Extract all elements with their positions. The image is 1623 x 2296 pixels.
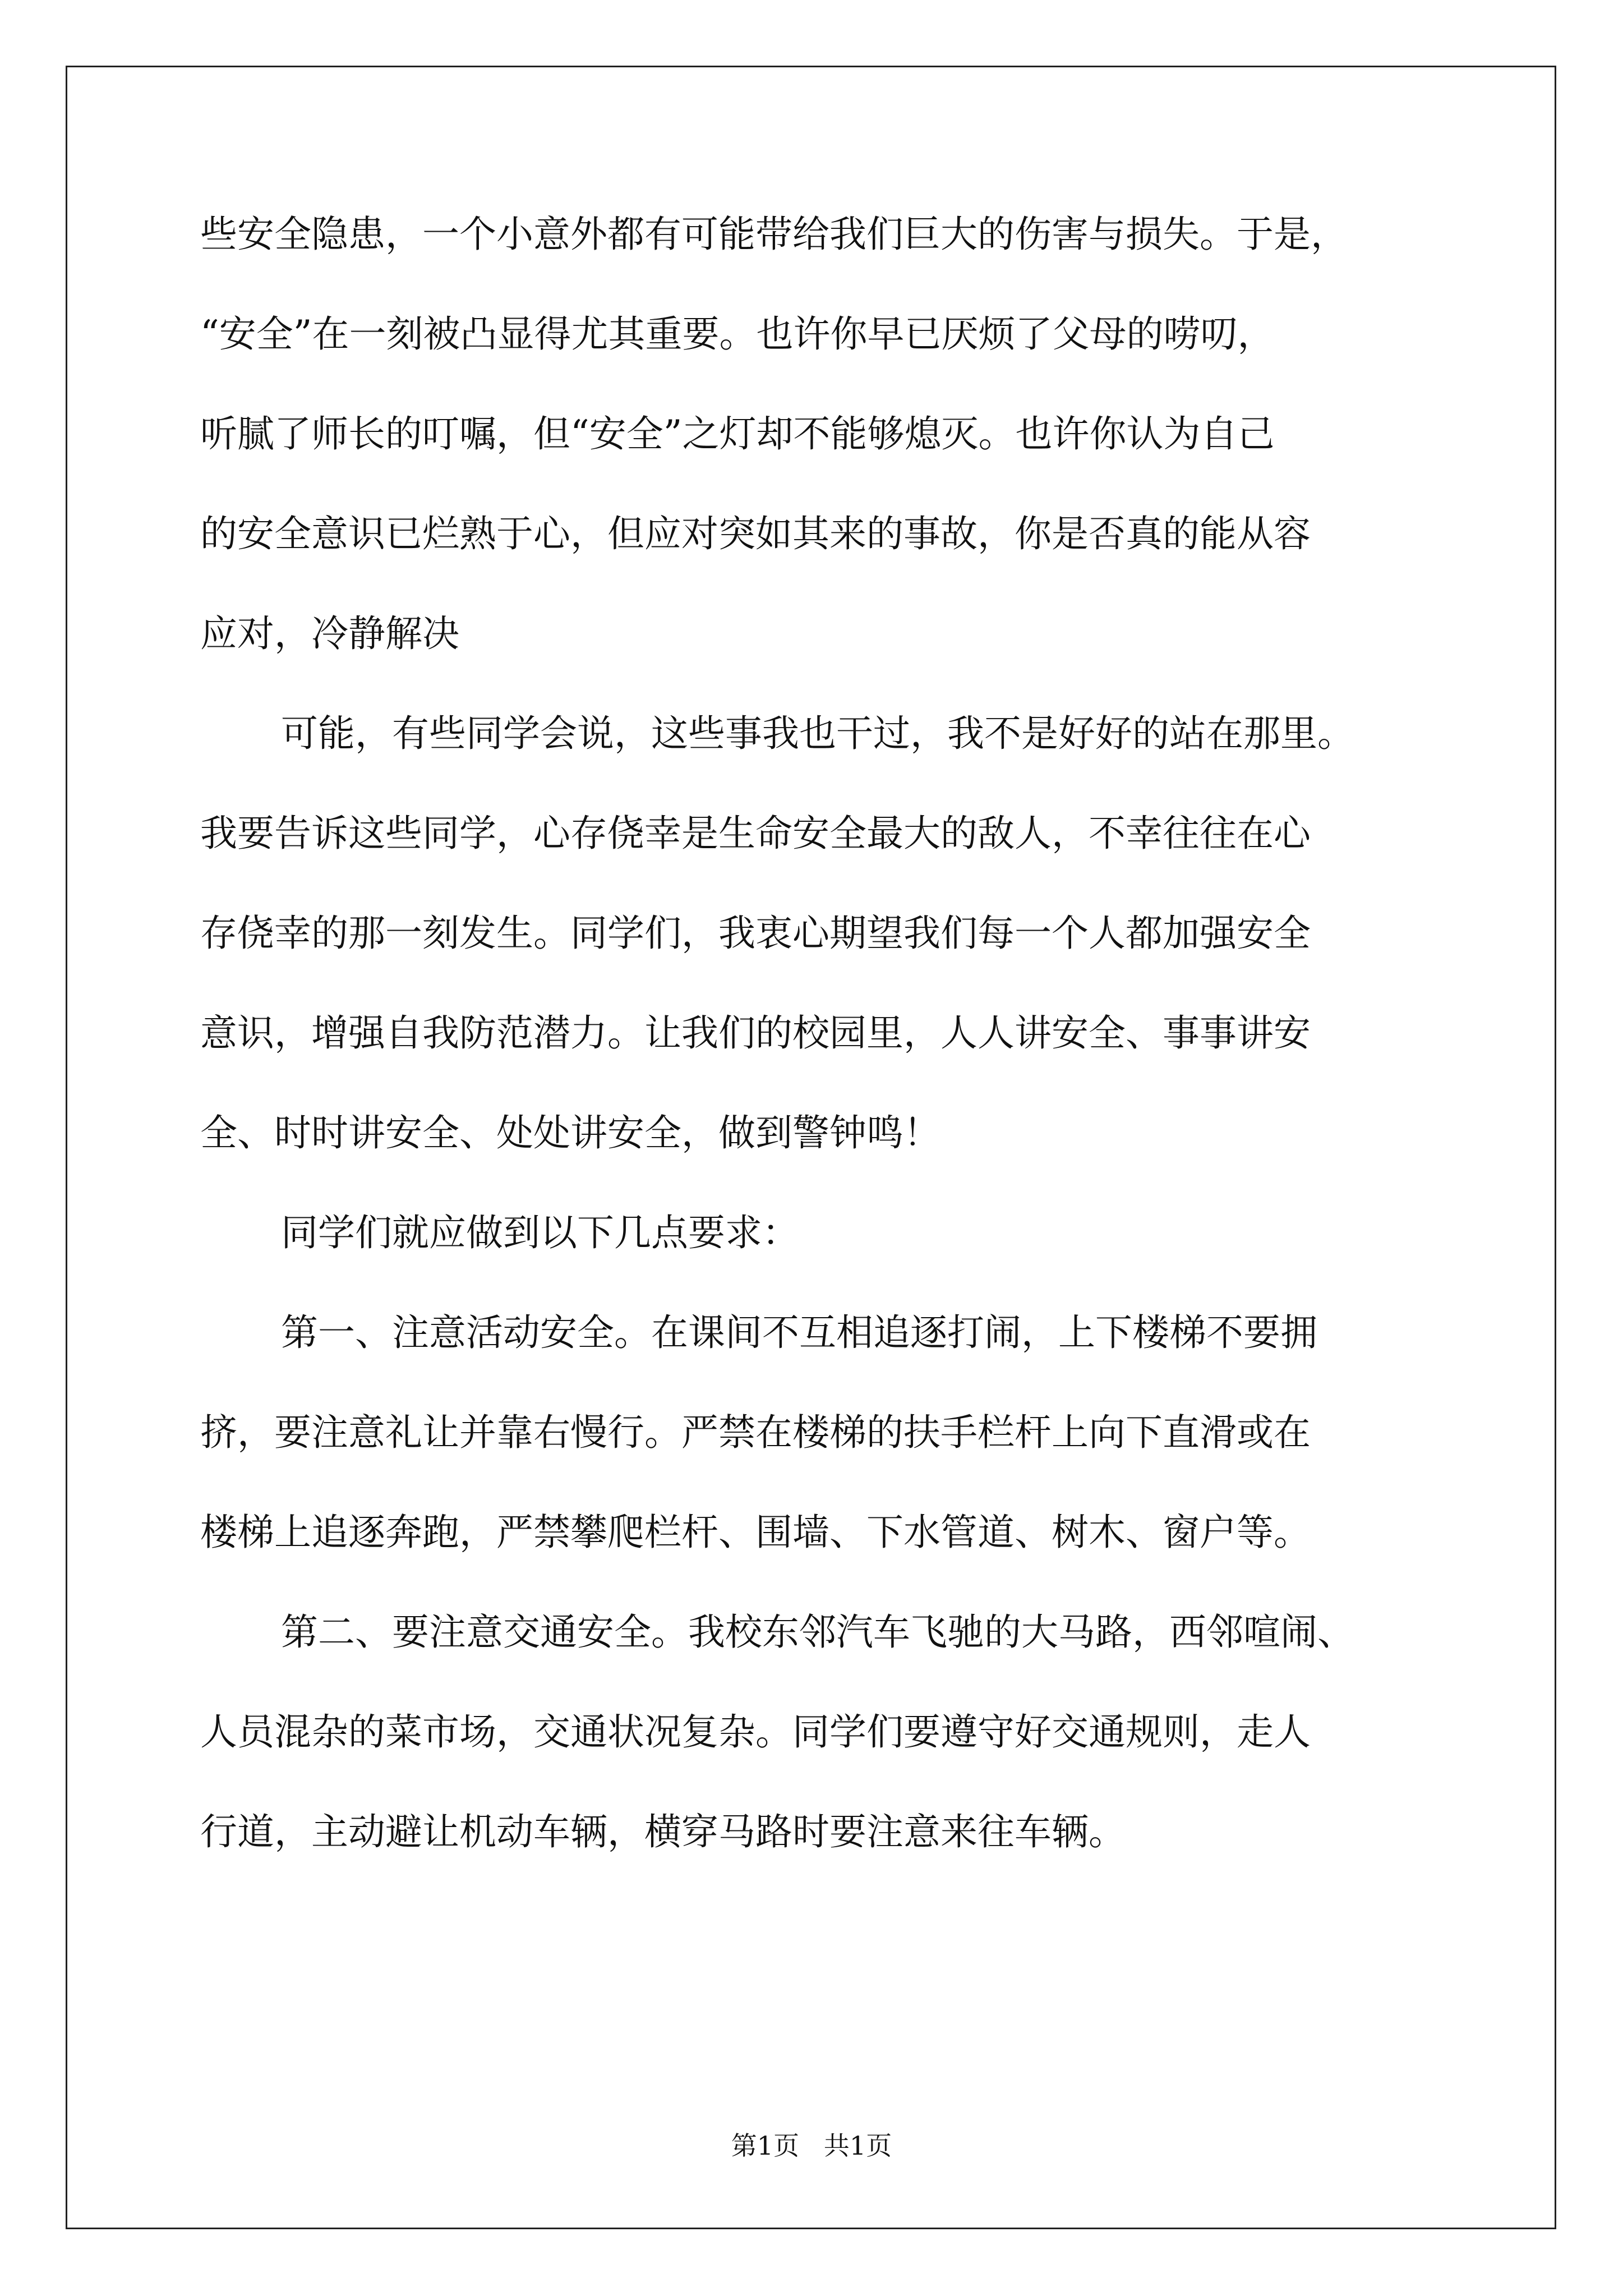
paragraph-start-line: 第一、注意活动安全。在课间不互相追逐打闹，上下楼梯不要拥 <box>281 1311 1317 1354</box>
text-line: 应对，冷静解决 <box>200 612 459 655</box>
text-line: 挤，要注意礼让并靠右慢行。严禁在楼梯的扶手栏杆上向下直滑或在 <box>200 1411 1311 1454</box>
paragraph-start-line: 同学们就应做到以下几点要求： <box>281 1211 799 1254</box>
text-line: 听腻了师长的叮嘱，但“安全”之灯却不能够熄灭。也许你认为自己 <box>200 412 1275 455</box>
text-line: 楼梯上追逐奔跑，严禁攀爬栏杆、围墙、下水管道、树木、窗户等。 <box>200 1511 1311 1554</box>
text-line: 人员混杂的菜市场，交通状况复杂。同学们要遵守好交通规则，走人 <box>200 1710 1311 1754</box>
text-line: “安全”在一刻被凸显得尤其重要。也许你早已厌烦了父母的唠叨， <box>200 312 1275 356</box>
paragraph-start-line: 第二、要注意交通安全。我校东邻汽车飞驰的大马路，西邻喧闹、 <box>281 1611 1354 1654</box>
text-line: 存侥幸的那一刻发生。同学们，我衷心期望我们每一个人都加强安全 <box>200 912 1311 955</box>
text-line: 些安全隐患，一个小意外都有可能带给我们巨大的伤害与损失。于是， <box>200 213 1348 256</box>
text-line: 全、时时讲安全、处处讲安全，做到警钟鸣！ <box>200 1111 940 1154</box>
document-body <box>200 213 1456 1913</box>
text-line: 意识，增强自我防范潜力。让我们的校园里，人人讲安全、事事讲安 <box>200 1011 1311 1055</box>
paragraph-start-line: 可能，有些同学会说，这些事我也干过，我不是好好的站在那里。 <box>281 712 1354 755</box>
text-line: 行道，主动避让机动车辆，横穿马路时要注意来往车辆。 <box>200 1810 1126 1853</box>
page-footer: 第1页 共1页 <box>731 2131 892 2161</box>
text-line: 我要告诉这些同学，心存侥幸是生命安全最大的敌人，不幸往往在心 <box>200 812 1311 855</box>
text-line: 的安全意识已烂熟于心，但应对突如其来的事故，你是否真的能从容 <box>200 512 1311 555</box>
